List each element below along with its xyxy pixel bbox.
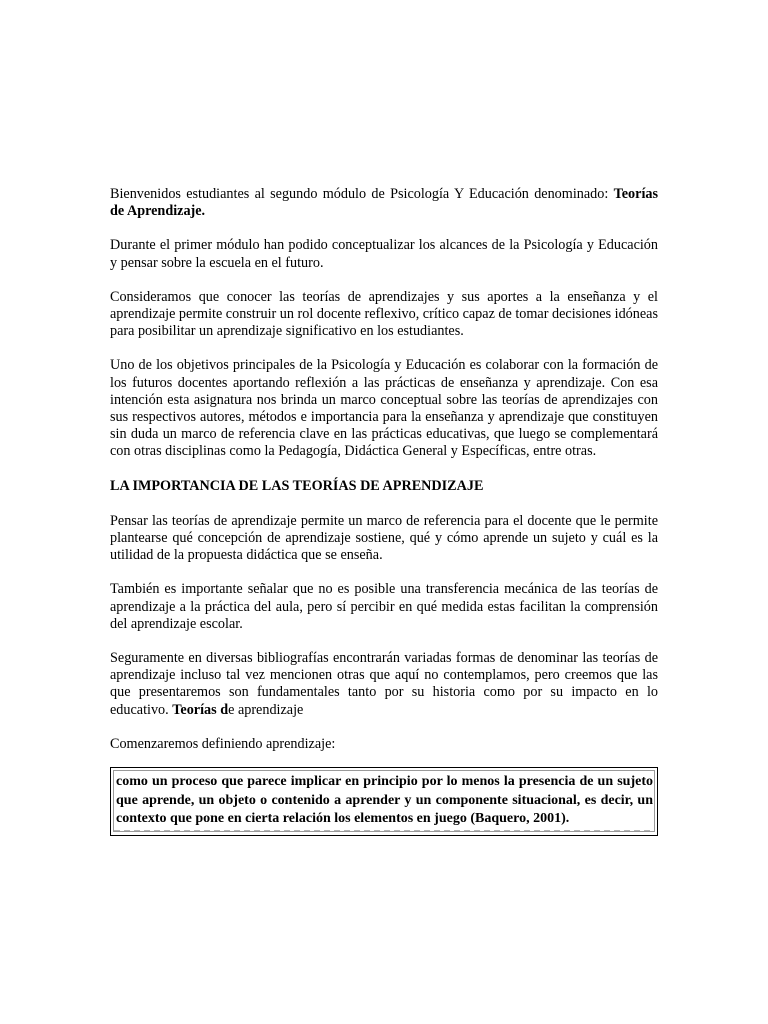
paragraph-pensar: Pensar las teorías de aprendizaje permite un marco de referencia para el docente que le permite plantearse qué concepción de aprendizaje sostiene, qué y cómo aprende un sujeto y cuál es la utilidad de la propuesta didáctica que se enseña. <box>110 512 658 564</box>
paragraph-seguramente-text: Seguramente en diversas bibliografías encontrarán variadas formas de denominar las teorías de aprendizaje incluso tal vez mencionen otras que aquí no contemplamos, pero creemos que las que presentaremos son fundamentales tanto por su historia como por su impacto en lo educativo. <box>110 650 658 718</box>
module-title: Teorías de Aprendizaje. <box>110 186 658 220</box>
paragraph-comenzaremos: Comenzaremos definiendo aprendizaje: <box>110 735 336 752</box>
paragraph-seguramente-bold: Teorías d <box>172 701 229 718</box>
paragraph-seguramente <box>110 650 658 719</box>
paragraph-consideramos: Consideramos que conocer las teorías de aprendizajes y sus aportes a la enseñanza y el aprendizaje permite construir un rol docente reflexivo, crítico capaz de tomar decisiones idóneas para posibilitar un aprendizaje significativo en los estudiantes. <box>110 288 658 340</box>
intro-text: Bienvenidos estudiantes al segundo módulo de Psicología Y Educación denominado: <box>110 186 614 202</box>
definition-quote-text: como un proceso que parece implicar en principio por lo menos la presencia de un sujeto que aprende, un objeto o contenido a aprender y un componente situacional, es decir, un contexto que pone en cierta relación los elementos en juego (Baquero, 2001). <box>113 770 655 832</box>
section-heading: LA IMPORTANCIA DE LAS TEORÍAS DE APRENDIZAJE <box>110 477 484 494</box>
definition-quote-box <box>110 767 658 836</box>
paragraph-first-module: Durante el primer módulo han podido conceptualizar los alcances de la Psicología y Educación y pensar sobre la escuela en el futuro. <box>110 237 658 271</box>
paragraph-tambien: También es importante señalar que no es posible una transferencia mecánica de las teorías de aprendizaje a la práctica del aula, pero sí percibir en qué medida estas facilitan la comprensión del aprendizaje escolar. <box>110 581 658 632</box>
paragraph-objetivos: Uno de los objetivos principales de la Psicología y Educación es colaborar con la formación de los futuros docentes aportando reflexión a las prácticas de enseñanza y aprendizaje. Con esa intención esta asignatura nos brinda un marco conceptual sobre las teorías de aprendizajes con sus respectivos autores, métodos e importancia para la enseñanza y aprendizaje que constituyen sin duda un marco de referencia clave en las prácticas educativas, que luego se complementará con otras disciplinas como la Pedagogía, Didáctica General y Específicas, entre otras. <box>110 357 658 460</box>
intro-paragraph <box>110 186 658 220</box>
document-page <box>110 186 658 836</box>
paragraph-seguramente-tail: e aprendizaje <box>228 701 304 718</box>
